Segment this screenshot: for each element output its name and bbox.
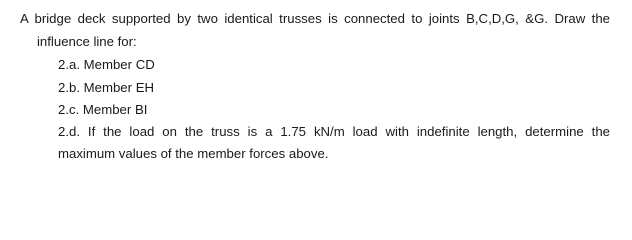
list-item-2b: 2.b. Member EH: [58, 80, 155, 95]
intro-text-line-1: A bridge deck supported by two identical trusses is connected to joints B,C,D,G, &G. Draw the: [20, 11, 610, 26]
list-item-2c: 2.c. Member BI: [58, 102, 148, 117]
list-item-2a: 2.a. Member CD: [58, 57, 155, 72]
list-item-2d-line-2: maximum values of the member forces above.: [58, 146, 329, 161]
intro-text-line-2: influence line for:: [37, 34, 137, 49]
list-item-2d-line-1: 2.d. If the load on the truss is a 1.75 kN/m load with indefinite length, determine the: [58, 124, 610, 139]
